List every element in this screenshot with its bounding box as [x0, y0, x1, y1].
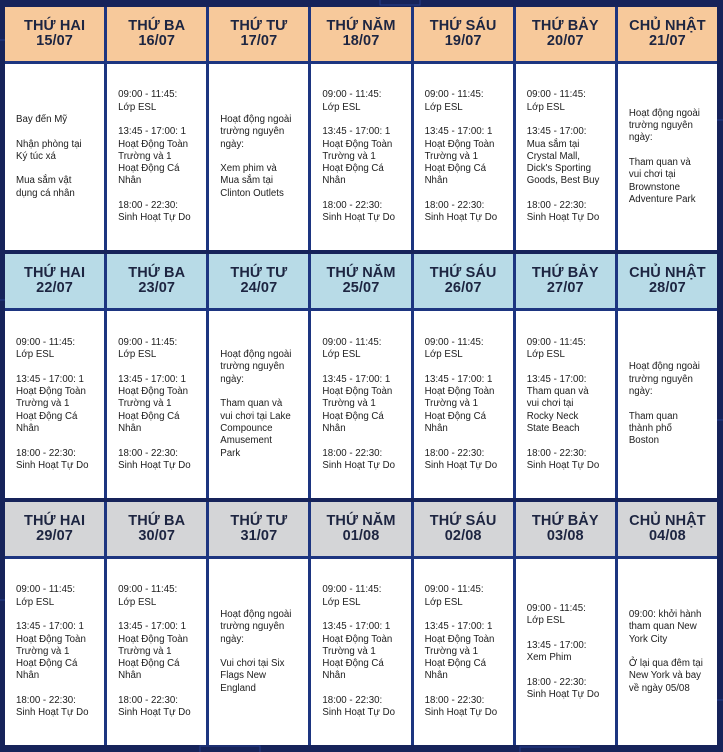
- day-name: THỨ BẢY: [531, 265, 599, 281]
- day-header: [311, 7, 410, 61]
- day-date: 31/07: [240, 528, 278, 544]
- day-header: [618, 7, 717, 61]
- day-header: [516, 502, 615, 556]
- day-date: 30/07: [138, 528, 176, 544]
- day-schedule-cell: [5, 64, 104, 250]
- day-date: 01/08: [342, 528, 380, 544]
- day-date: 27/07: [546, 280, 584, 296]
- activity-text: 09:00 - 11:45: Lớp ESL 13:45 - 17:00: 1 Hoạt Động Toàn Trường và 1 Hoạt Động Cá Nhân 18:00 - 22:30: Sinh Hoạt Tự Do: [322, 89, 395, 224]
- day-schedule-cell: [107, 64, 206, 250]
- day-schedule-cell: [5, 559, 104, 745]
- day-schedule-cell: [516, 64, 615, 250]
- day-header: [414, 502, 513, 556]
- day-name: THỨ BẢY: [531, 18, 599, 34]
- day-name: THỨ HAI: [24, 513, 86, 529]
- activity-text: 09:00 - 11:45: Lớp ESL 13:45 - 17:00: 1 Hoạt Động Toàn Trường và 1 Hoạt Động Cá Nhân 18:00 - 22:30: Sinh Hoạt Tự Do: [118, 89, 191, 224]
- day-name: THỨ NĂM: [326, 265, 396, 281]
- day-header: [414, 254, 513, 308]
- day-schedule-cell: [107, 311, 206, 498]
- day-date: 19/07: [444, 33, 482, 49]
- activity-text: 09:00 - 11:45: Lớp ESL 13:45 - 17:00: 1 Hoạt Động Toàn Trường và 1 Hoạt Động Cá Nhân 18:00 - 22:30: Sinh Hoạt Tự Do: [118, 336, 191, 471]
- day-name: THỨ TƯ: [230, 265, 288, 281]
- activity-text: Hoạt động ngoài trường nguyên ngày: Tham quan thành phố Boston: [628, 361, 700, 447]
- day-date: 02/08: [444, 528, 482, 544]
- week-row: [5, 254, 717, 498]
- day-header: [209, 254, 308, 308]
- day-header: [107, 502, 206, 556]
- activity-text: Hoạt động ngoài trường nguyên ngày: Tham quan và vui chơi tại Brownstone Adventure Park: [628, 107, 700, 205]
- day-schedule-cell: [414, 559, 513, 745]
- activity-text: Hoạt động ngoài trường nguyên ngày: Xem phim và Mua sắm tại Clinton Outlets: [220, 113, 292, 199]
- day-date: 26/07: [444, 280, 482, 296]
- activity-text: Hoạt động ngoài trường nguyên ngày: Tham quan và vui chơi tại Lake Compounce Amusement Park: [220, 349, 292, 459]
- day-schedule-cell: [414, 64, 513, 250]
- day-header: [209, 7, 308, 61]
- day-date: 22/07: [36, 280, 73, 296]
- day-name: CHỦ NHẬT: [629, 18, 706, 34]
- activity-text: 09:00 - 11:45: Lớp ESL 13:45 - 17:00: 1 Hoạt Động Toàn Trường và 1 Hoạt Động Cá Nhân 18:00 - 22:30: Sinh Hoạt Tự Do: [424, 584, 498, 719]
- day-header: [618, 254, 717, 308]
- activity-text: 09:00 - 11:45: Lớp ESL 13:45 - 17:00: 1 Hoạt Động Toàn Trường và 1 Hoạt Động Cá Nhân 18:00 - 22:30: Sinh Hoạt Tự Do: [16, 336, 89, 471]
- day-schedule-cell: [311, 559, 410, 745]
- day-date: 24/07: [240, 280, 278, 296]
- day-name: THỨ BA: [128, 513, 186, 529]
- day-schedule-cell: [311, 64, 410, 250]
- week-row: [5, 502, 717, 745]
- day-schedule-cell: [516, 559, 615, 745]
- activity-text: Hoạt động ngoài trường nguyên ngày: Vui chơi tại Six Flags New England: [220, 608, 292, 694]
- day-schedule-cell: [5, 311, 104, 498]
- day-name: CHỦ NHẬT: [629, 265, 706, 281]
- activity-text: 09:00: khởi hành tham quan New York City Ở lại qua đêm tại New York và bay về ngày 05/08: [628, 608, 703, 694]
- day-date: 17/07: [240, 33, 278, 49]
- day-date: 04/08: [649, 528, 686, 544]
- day-name: CHỦ NHẬT: [629, 513, 706, 529]
- day-header: [618, 502, 717, 556]
- day-date: 15/07: [36, 33, 73, 49]
- day-name: THỨ SÁU: [429, 18, 497, 34]
- day-schedule-cell: [618, 559, 717, 745]
- day-date: 28/07: [649, 280, 686, 296]
- activity-text: Bay đến Mỹ Nhận phòng tại Ký túc xá Mua sắm vật dụng cá nhân: [16, 113, 82, 199]
- day-name: THỨ SÁU: [429, 265, 497, 281]
- day-header: [5, 254, 104, 308]
- day-schedule-cell: [107, 559, 206, 745]
- day-date: 29/07: [36, 528, 73, 544]
- day-header: [516, 7, 615, 61]
- day-header: [414, 7, 513, 61]
- day-name: THỨ TƯ: [230, 18, 288, 34]
- activity-text: 09:00 - 11:45: Lớp ESL 13:45 - 17:00: 1 Hoạt Động Toàn Trường và 1 Hoạt Động Cá Nhân 18:00 - 22:30: Sinh Hoạt Tự Do: [424, 89, 498, 224]
- day-header: [311, 502, 410, 556]
- activity-text: 09:00 - 11:45: Lớp ESL 13:45 - 17:00: 1 Hoạt Động Toàn Trường và 1 Hoạt Động Cá Nhân 18:00 - 22:30: Sinh Hoạt Tự Do: [322, 584, 395, 719]
- day-header: [5, 7, 104, 61]
- day-name: THỨ HAI: [24, 18, 86, 34]
- day-name: THỨ BẢY: [531, 513, 599, 529]
- day-schedule-cell: [414, 311, 513, 498]
- activity-text: 09:00 - 11:45: Lớp ESL 13:45 - 17:00: Mua sắm tại Crystal Mall, Dick's Sporting Goods, Best Buy 18:00 - 22:30: Sinh Hoạt Tự Do: [526, 89, 600, 224]
- day-date: 03/08: [546, 528, 584, 544]
- day-name: THỨ NĂM: [326, 18, 396, 34]
- activity-text: 09:00 - 11:45: Lớp ESL 13:45 - 17:00: Xem Phim 18:00 - 22:30: Sinh Hoạt Tự Do: [526, 602, 600, 700]
- day-schedule-cell: [618, 311, 717, 498]
- activity-text: 09:00 - 11:45: Lớp ESL 13:45 - 17:00: 1 Hoạt Động Toàn Trường và 1 Hoạt Động Cá Nhân 18:00 - 22:30: Sinh Hoạt Tự Do: [322, 336, 395, 471]
- day-schedule-cell: [209, 311, 308, 498]
- day-schedule-cell: [311, 311, 410, 498]
- day-header: [311, 254, 410, 308]
- day-schedule-cell: [209, 559, 308, 745]
- day-schedule-cell: [209, 64, 308, 250]
- day-name: THỨ NĂM: [326, 513, 396, 529]
- day-name: THỨ BA: [128, 265, 186, 281]
- day-date: 25/07: [342, 280, 380, 296]
- day-name: THỨ TƯ: [230, 513, 288, 529]
- week-row: [5, 7, 717, 250]
- day-date: 16/07: [138, 33, 176, 49]
- day-date: 18/07: [342, 33, 380, 49]
- day-header: [107, 7, 206, 61]
- activity-text: 09:00 - 11:45: Lớp ESL 13:45 - 17:00: 1 Hoạt Động Toàn Trường và 1 Hoạt Động Cá Nhân 18:00 - 22:30: Sinh Hoạt Tự Do: [16, 584, 89, 719]
- activity-text: 09:00 - 11:45: Lớp ESL 13:45 - 17:00: 1 Hoạt Động Toàn Trường và 1 Hoạt Động Cá Nhân 18:00 - 22:30: Sinh Hoạt Tự Do: [118, 584, 191, 719]
- activity-text: 09:00 - 11:45: Lớp ESL 13:45 - 17:00: 1 Hoạt Động Toàn Trường và 1 Hoạt Động Cá Nhân 18:00 - 22:30: Sinh Hoạt Tự Do: [424, 336, 498, 471]
- day-date: 21/07: [649, 33, 686, 49]
- day-schedule-cell: [516, 311, 615, 498]
- day-schedule-cell: [618, 64, 717, 250]
- activity-text: 09:00 - 11:45: Lớp ESL 13:45 - 17:00: Tham quan và vui chơi tại Rocky Neck State Beach 18:00 - 22:30: Sinh Hoạt Tự Do: [526, 336, 600, 471]
- day-name: THỨ HAI: [24, 265, 86, 281]
- day-date: 20/07: [546, 33, 584, 49]
- day-name: THỨ BA: [128, 18, 186, 34]
- day-name: THỨ SÁU: [429, 513, 497, 529]
- day-header: [209, 502, 308, 556]
- day-header: [516, 254, 615, 308]
- day-date: 23/07: [138, 280, 176, 296]
- day-header: [5, 502, 104, 556]
- schedule-table: [5, 7, 717, 745]
- day-header: [107, 254, 206, 308]
